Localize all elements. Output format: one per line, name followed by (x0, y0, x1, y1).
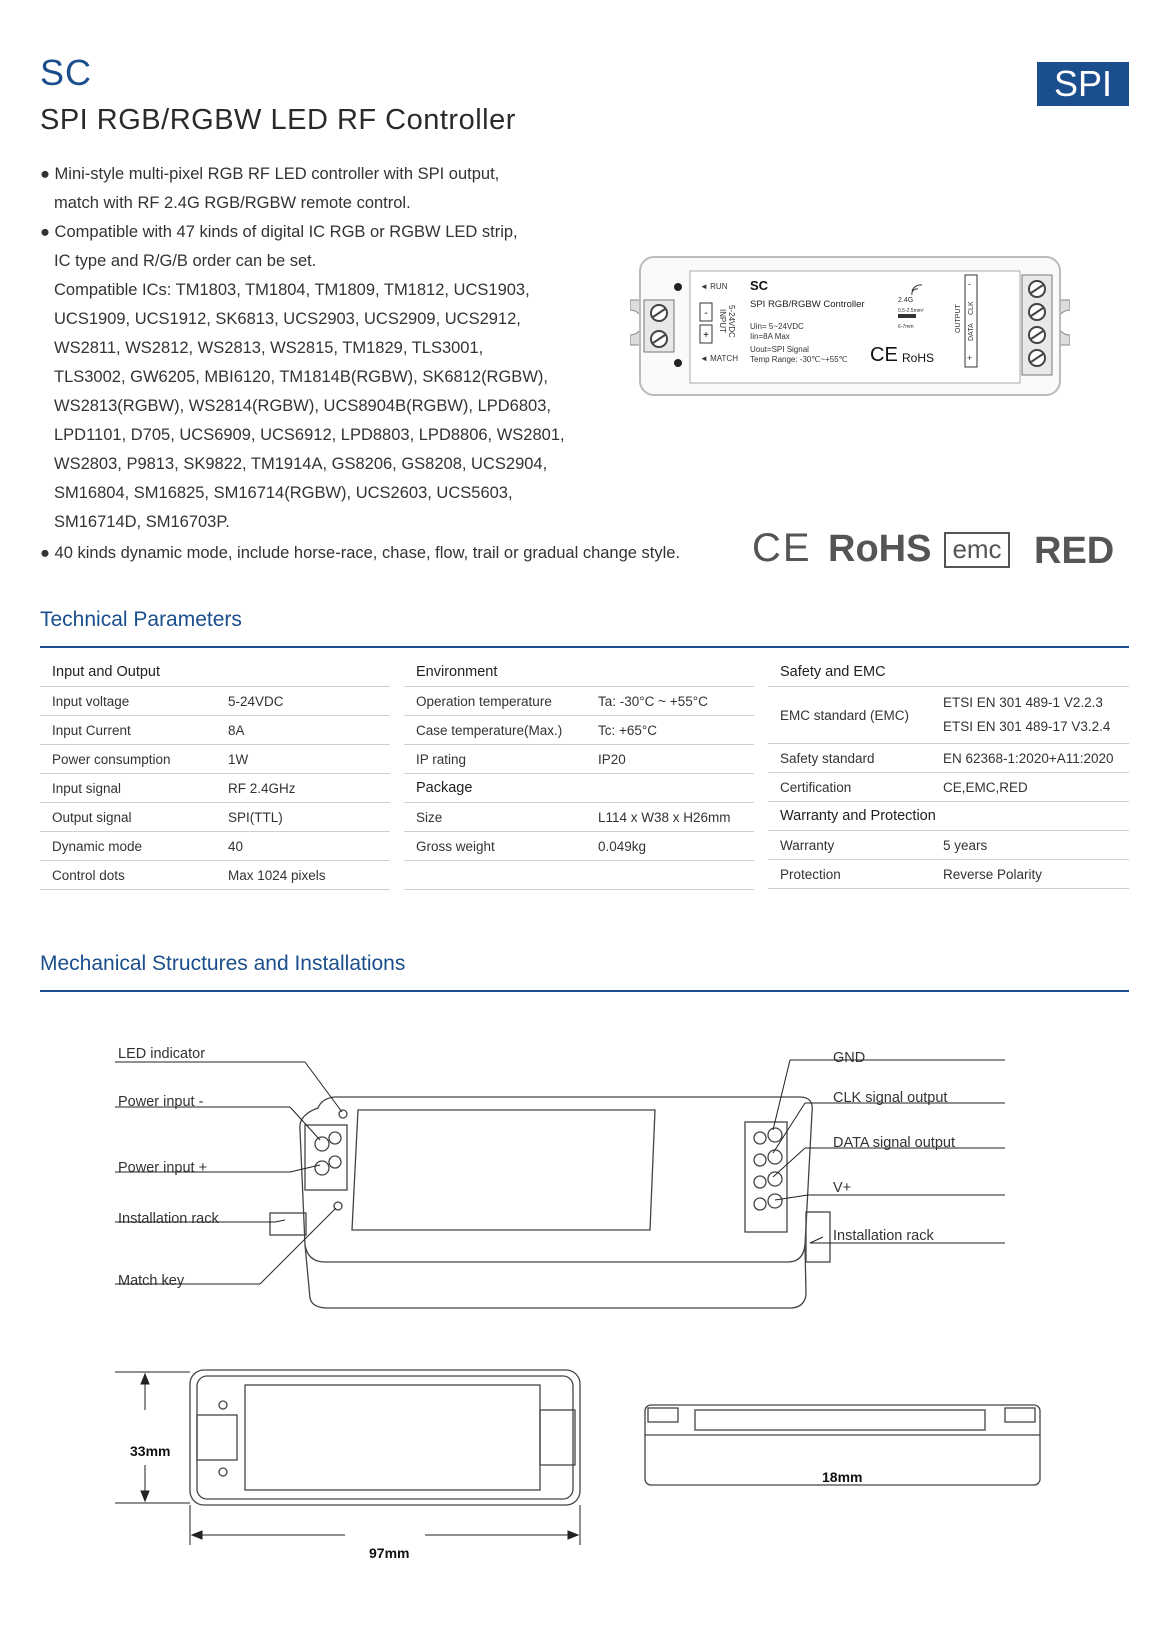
top-view-drawing (115, 1360, 595, 1555)
input-plus: + (703, 330, 709, 341)
label-out-minus: - (968, 279, 971, 289)
label-data-output: DATA signal output (833, 1135, 955, 1151)
param-value: CE,EMC,RED (931, 773, 1129, 802)
label-model: SC (750, 278, 769, 293)
label-match-key: Match key (118, 1273, 185, 1289)
label-gnd: GND (833, 1050, 866, 1066)
product-illustration (630, 255, 1070, 403)
label-freq: 2.4G (898, 297, 914, 304)
environment-table (404, 658, 754, 890)
environment-header: Environment (404, 658, 754, 687)
param-label: Size (404, 803, 586, 832)
io-header: Input and Output (40, 658, 390, 687)
product-title: SPI RGB/RGBW LED RF Controller (40, 104, 516, 136)
label-ce: CE (870, 344, 898, 366)
table-row (40, 745, 390, 774)
label-power-minus: Power input - (118, 1094, 204, 1110)
label-rohs: RoHS (902, 351, 935, 365)
table-header-row (404, 774, 754, 803)
param-value: SPI(TTL) (216, 803, 390, 832)
label-desc: SPI RGB/RGBW Controller (750, 299, 865, 310)
param-label: Protection (768, 860, 931, 889)
label-data: DATA (968, 323, 975, 341)
tech-section-title: Technical Parameters (40, 608, 242, 631)
param-label: Certification (768, 773, 931, 802)
param-value: 1W (216, 745, 390, 774)
table-row (40, 803, 390, 832)
table-header-row (40, 658, 390, 687)
label-power-plus: Power input + (118, 1160, 208, 1176)
feature-line: ● 40 kinds dynamic mode, include horse-race, chase, flow, trail or gradual change style. (40, 544, 681, 562)
param-label: Control dots (40, 861, 216, 890)
rohs-logo: RoHS (828, 528, 932, 570)
table-row (768, 687, 1129, 744)
param-label: IP rating (404, 745, 586, 774)
label-wire2: 6-7mm (898, 324, 914, 330)
safety-header: Safety and EMC (768, 658, 1129, 687)
table-header-row (404, 658, 754, 687)
table-row (404, 861, 754, 890)
label-installation-rack-left: Installation rack (118, 1211, 219, 1227)
dim-length: 97mm (369, 1545, 410, 1561)
dim-height: 33mm (130, 1443, 171, 1459)
spi-badge: SPI (1037, 62, 1129, 106)
input-voltage-label: 5-24VDC (727, 305, 736, 338)
table-row (404, 716, 754, 745)
param-label: Case temperature(Max.) (404, 716, 586, 745)
param-label: Input voltage (40, 687, 216, 716)
feature-line: SM16714D, SM16703P. (54, 513, 230, 531)
ce-logo: CE (752, 526, 812, 570)
feature-line: UCS1909, UCS1912, SK6813, UCS2903, UCS2909, UCS2912, (54, 310, 521, 328)
feature-line: ● Compatible with 47 kinds of digital IC RGB or RGBW LED strip, (40, 223, 518, 241)
table-header-row (768, 802, 1129, 831)
param-label: Safety standard (768, 744, 931, 773)
feature-line: WS2813(RGBW), WS2814(RGBW), UCS8904B(RGBW), LPD6803, (54, 397, 551, 415)
table-row (768, 744, 1129, 773)
feature-line: ● Mini-style multi-pixel RGB RF LED controller with SPI output, (40, 165, 500, 183)
param-value: Tc: +65°C (586, 716, 754, 745)
isometric-drawing (100, 1040, 1040, 1310)
dim-depth: 18mm (822, 1469, 863, 1485)
param-label: Power consumption (40, 745, 216, 774)
input-output-table (40, 658, 390, 890)
feature-line: SM16804, SM16825, SM16714(RGBW), UCS2603, UCS5603, (54, 484, 513, 502)
red-logo: RED (1034, 530, 1115, 572)
param-label: Warranty (768, 831, 931, 860)
param-label: Dynamic mode (40, 832, 216, 861)
param-value: 5-24VDC (216, 687, 390, 716)
feature-line: WS2811, WS2812, WS2813, WS2815, TM1829, TLS3001, (54, 339, 484, 357)
table-row (768, 860, 1129, 889)
param-value: Max 1024 pixels (216, 861, 390, 890)
table-row (40, 716, 390, 745)
table-row (40, 861, 390, 890)
feature-line: IC type and R/G/B order can be set. (54, 252, 317, 270)
table-row (768, 831, 1129, 860)
table-row (40, 687, 390, 716)
param-value: 40 (216, 832, 390, 861)
run-label: ◄ RUN (700, 282, 728, 291)
table-row (40, 774, 390, 803)
label-iin: Iin=8A Max (750, 332, 790, 341)
mech-divider (40, 990, 1129, 992)
feature-line: WS2803, P9813, SK9822, TM1914A, GS8206, GS8208, UCS2904, (54, 455, 548, 473)
package-header: Package (404, 774, 754, 803)
param-label: EMC standard (EMC) (768, 687, 931, 744)
param-value: RF 2.4GHz (216, 774, 390, 803)
label-clk-output: CLK signal output (833, 1090, 948, 1106)
table-row (404, 832, 754, 861)
input-label: INPUT (718, 309, 727, 333)
label-clk: CLK (968, 301, 975, 315)
label-uin: Uin= 5~24VDC (750, 322, 804, 331)
tech-divider (40, 646, 1129, 648)
param-value: ETSI EN 301 489-17 V3.2.4 (943, 719, 1111, 734)
label-temp: Temp Range: -30℃~+55℃ (750, 355, 848, 364)
table-row (404, 687, 754, 716)
param-value: EN 62368-1:2020+A11:2020 (931, 744, 1129, 773)
label-wire1: 0.5-2.5mm² (898, 308, 924, 314)
param-label: Input signal (40, 774, 216, 803)
label-output: OUTPUT (955, 304, 962, 333)
safety-table (768, 658, 1129, 889)
emc-logo: emc (944, 532, 1010, 568)
feature-line: Compatible ICs: TM1803, TM1804, TM1809, TM1812, UCS1903, (54, 281, 530, 299)
table-header-row (768, 658, 1129, 687)
feature-list (40, 160, 680, 568)
param-value: Ta: -30°C ~ +55°C (586, 687, 754, 716)
match-label: ◄ MATCH (700, 354, 738, 363)
param-value: ETSI EN 301 489-1 V2.2.3 (943, 695, 1103, 710)
feature-line: LPD1101, D705, UCS6909, UCS6912, LPD8803, LPD8806, WS2801, (54, 426, 565, 444)
table-row (404, 803, 754, 832)
param-value: IP20 (586, 745, 754, 774)
param-label: Input Current (40, 716, 216, 745)
label-vplus: V+ (833, 1180, 852, 1196)
label-out-plus: + (967, 353, 973, 363)
table-row (768, 773, 1129, 802)
warranty-header: Warranty and Protection (768, 802, 1129, 831)
mech-section-title: Mechanical Structures and Installations (40, 952, 406, 975)
feature-line: TLS3002, GW6205, MBI6120, TM1814B(RGBW), SK6812(RGBW), (54, 368, 548, 386)
param-label: Operation temperature (404, 687, 586, 716)
table-row (404, 745, 754, 774)
label-installation-rack-right: Installation rack (833, 1228, 934, 1244)
feature-line: match with RF 2.4G RGB/RGBW remote control. (54, 194, 411, 212)
table-row (40, 832, 390, 861)
param-label: Output signal (40, 803, 216, 832)
model-name: SC (40, 52, 93, 93)
param-value: 0.049kg (586, 832, 754, 861)
param-value: L114 x W38 x H26mm (586, 803, 754, 832)
param-value: Reverse Polarity (931, 860, 1129, 889)
label-uout: Uout=SPI Signal (750, 345, 809, 354)
input-minus: - (704, 308, 708, 319)
param-value: 8A (216, 716, 390, 745)
param-value: 5 years (931, 831, 1129, 860)
label-led-indicator: LED indicator (118, 1046, 206, 1062)
param-label: Gross weight (404, 832, 586, 861)
